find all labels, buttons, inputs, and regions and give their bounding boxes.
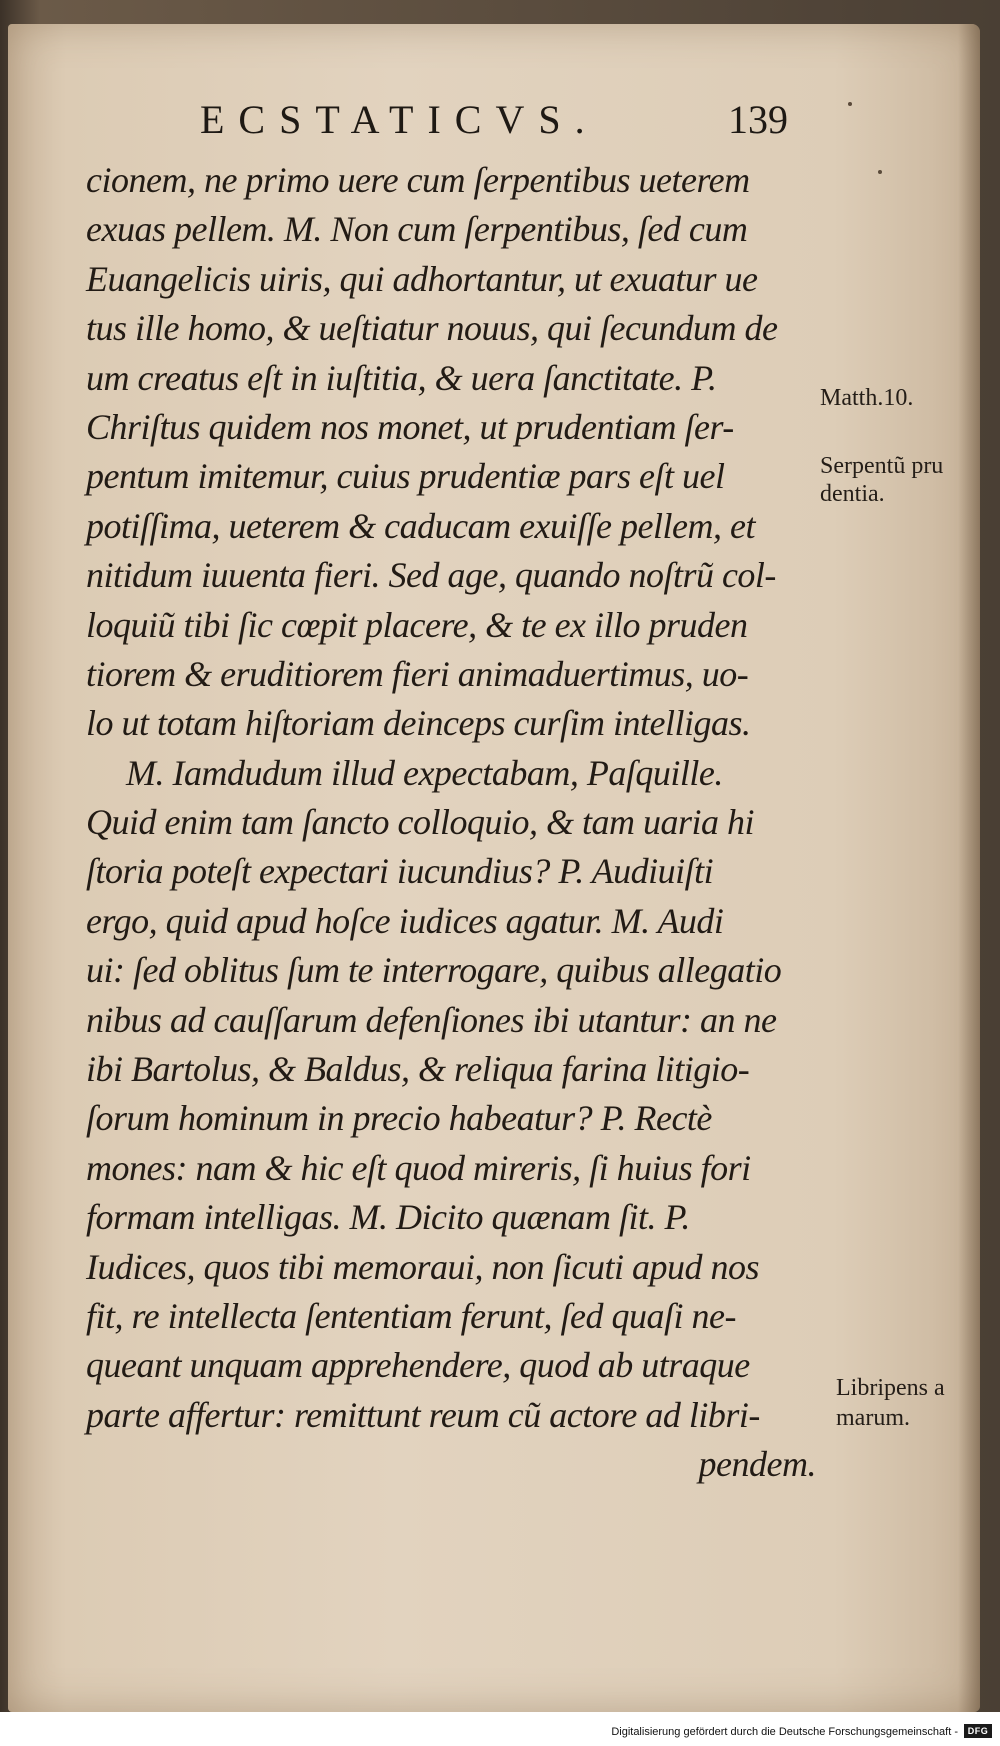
text-line: M. Iamdudum illud expectabam, Paſquille. [126,752,723,793]
margin-note-serpentum: dentia. [820,481,885,507]
footer-credit: Digitalisierung gefördert durch die Deutsche Forschungsgemeinschaft - [611,1726,958,1738]
text-line: loquiũ tibi ſic cœpit placere, & te ex illo pruden [86,604,748,645]
text-line: nitidum iuuenta fieri. Sed age, quando noſtrũ col- [86,555,776,596]
text-line: Euangelicis uiris, qui adhortantur, ut exuatur ue [86,258,758,299]
text-line: ui: ſed oblitus ſum te interrogare, quibus allegatio [86,950,782,991]
text-line: Chriſtus quidem nos monet, ut prudentiam ſer- [86,406,734,447]
text-line: ergo, quid apud hoſce iudices agatur. M. Audi [86,900,724,941]
page-number: 139 [728,97,788,142]
text-line: Iudices, quos tibi memoraui, non ſicuti apud nos [86,1246,759,1287]
main-text [86,156,816,1490]
margin-note-libripens: Libripens a [836,1375,945,1401]
ink-speck [878,170,882,174]
ink-speck [848,102,852,106]
text-line: nibus ad cauſſarum defenſiones ibi utantur: an ne [86,999,777,1040]
margin-note-libripens: marum. [836,1405,910,1431]
margin-note-serpentum: Serpentũ pru [820,453,944,479]
text-line: exuas pellem. M. Non cum ſerpentibus, ſed cum [86,209,748,250]
text-line: cionem, ne primo uere cum ſerpentibus ueterem [86,160,750,200]
page-edge-shadow [958,24,980,1712]
text-line: mones: nam & hic eſt quod mireris, ſi huius fori [86,1147,751,1188]
text-line: formam intelligas. M. Dicito quænam ſit. P. [86,1197,690,1238]
dfg-logo: DFG [964,1724,992,1738]
text-line: queant unquam apprehendere, quod ab utraque [86,1345,750,1386]
text-line-catchword: pendem. [698,1444,816,1485]
text-line: tus ille homo, & ueſtiatur nouus, qui ſecundum de [86,308,778,349]
text-line: ſtoria poteſt expectari iucundius? P. Audiuiſti [86,851,714,892]
margin-note-matth: Matth.10. [820,385,914,411]
text-line: ibi Bartolus, & Baldus, & reliqua farina litigio- [86,1049,750,1090]
text-line: fit, re intellecta ſententiam ferunt, ſed quaſi ne- [86,1295,737,1336]
running-head: ECSTATICVS. [200,97,599,142]
text-line: um creatus eſt in iuſtitia, & uera ſanctitate. P. [86,357,717,398]
text-line: potiſſima, ueterem & caducam exuiſſe pellem, et [86,505,755,546]
text-line: lo ut totam hiſtoriam deinceps curſim intelligas. [86,703,751,744]
text-line: tiorem & eruditiorem fieri animaduertimus, uo- [86,653,749,694]
text-line: parte affertur: remittunt reum cũ actore ad libri- [86,1394,760,1435]
text-line: pentum imitemur, cuius prudentiæ pars eſt uel [86,456,725,497]
text-line: ſorum hominum in precio habeatur? P. Rectè [86,1098,712,1139]
text-line: Quid enim tam ſancto colloquio, & tam uaria hi [86,802,754,843]
